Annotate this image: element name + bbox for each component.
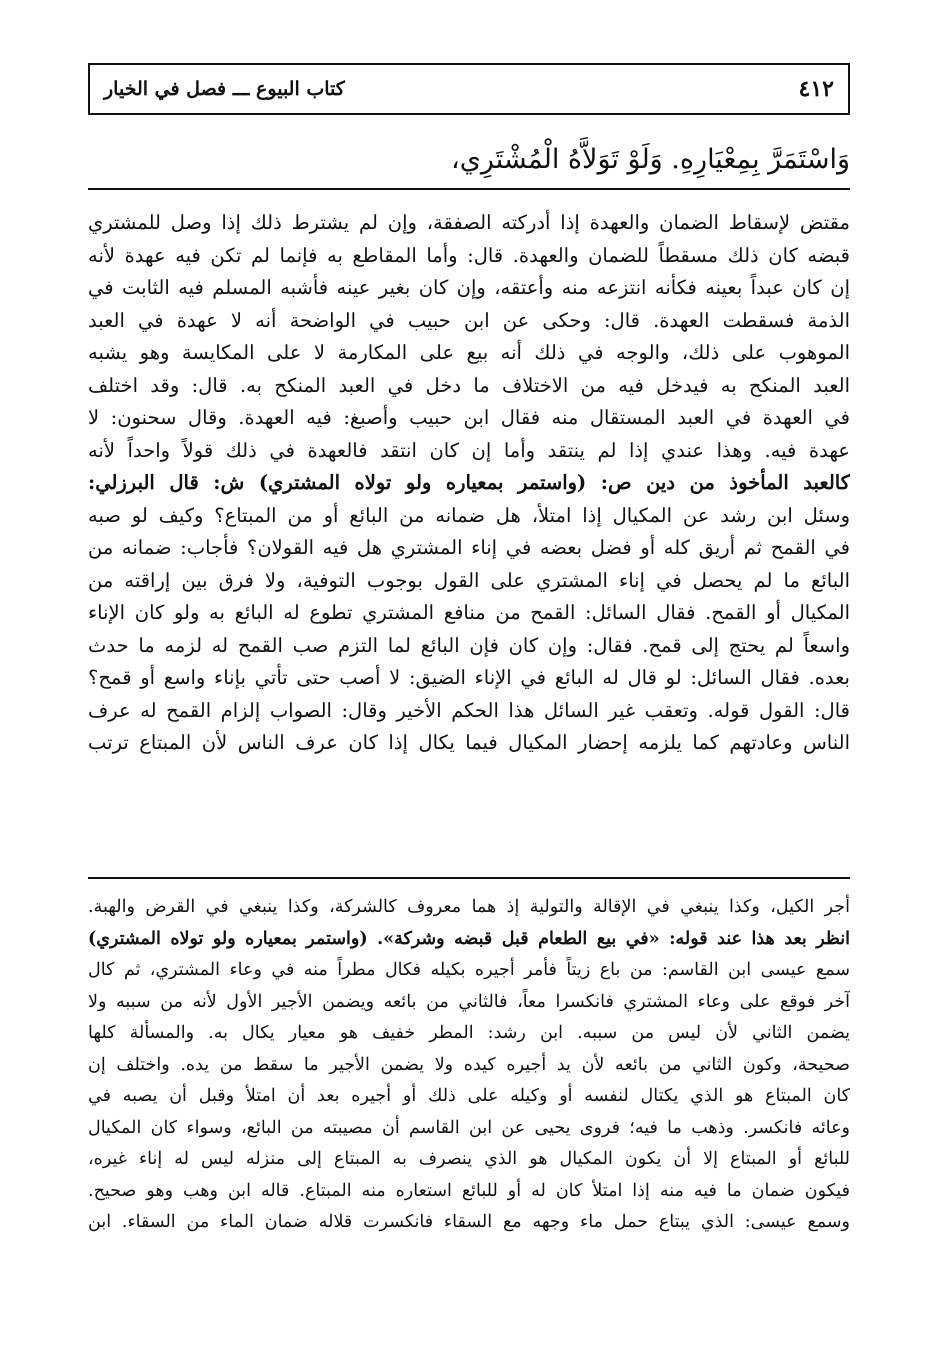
- matn-divider: [88, 188, 850, 190]
- page-header: [88, 63, 850, 115]
- commentary-line: العبد المنكح به فيدخل فيه من الاختلاف ما دخل في العبد المنكح به. قال: وقد اختلف: [88, 373, 850, 397]
- commentary-text: [88, 207, 850, 760]
- footnote-line: انظر بعد هذا عند قوله: «في بيع الطعام قبل قبضه وشركة». (واستمر بمعياره ولو تولاه المشتري): [88, 928, 850, 949]
- commentary-line: مقتض لإسقاط الضمان والعهدة إذا أدركته الصفقة، وإن لم يشترط ذلك إذا وصل للمشتري: [88, 211, 850, 234]
- commentary-line: في العهدة في العبد المستقال منه فقال ابن حبيب وأصبغ: فيه العهدة. وقال سحنون: لا: [88, 406, 850, 429]
- commentary-line: عهدة فيه. وهذا عندي إذا لم ينتقد وأما إن كان انتقد فالعهدة في ذلك قولاً واحداً لأنه: [88, 438, 850, 462]
- commentary-line: المكيال أو القمح. فقال السائل: القمح من منافع المشتري تطوع له البائع به ولو كان الإناء: [88, 601, 850, 624]
- footnote-line: وعائه فانكسر. وذهب ما فيه؛ فروى يحيى عن ابن القاسم أن مصيبته من البائع، وسواء كان المكيال: [88, 1117, 850, 1138]
- commentary-line: إن كان عبداً بعينه فكأنه انتزعه منه وأعتقه، وإن كان بغير عينه فأشبه المسلم فيه الثابت في: [88, 276, 850, 299]
- commentary-line: في القمح ثم أريق كله أو فضل بعضه في إناء المشتري هل فيه القولان؟ فأجاب: ضمانه من: [88, 536, 850, 559]
- footnote-line: أجر الكيل، وكذا ينبغي في الإقالة والتولية إذ هما معروف كالشركة، وكذا ينبغي في القرض والهبة.: [88, 897, 850, 917]
- commentary-line: الموهوب على ذلك، والوجه في ذلك أنه بيع على المكارمة لا على المكايسة وهو يشبه: [88, 341, 850, 364]
- commentary-line: قبضه كان ذلك مسقطاً للضمان والعهدة. قال: وأما المقاطع به فإنما لم تكن فيه عهدة لأنه: [88, 243, 850, 267]
- footnote-line: صحيحة، وكون الثاني من بائعه لأن يد أجيره كيده ولا يضمن الأجير ما سقط من يده. واختلف إن: [88, 1054, 850, 1075]
- footnote-line: كان المبتاع هو الذي يكتال لنفسه أو وكيله على ذلك أو أجيره بعد أن امتلأ وقبل أن يصبه في: [88, 1086, 850, 1106]
- footnote-line: للبائع أو المبتاع إلا أن يكون المكيال هو الذي ينصرف به المبتاع إلى منزله ليس له إناء غيره،: [88, 1149, 850, 1169]
- footnote-line: فيكون ضمان ما فيه منه إذا امتلأ كان له أو للبائع استعاره منه المبتاع. قاله ابن وهب وهو صحيح.: [88, 1180, 850, 1201]
- commentary-line: الذمة فسقطت العهدة. قال: وحكى عن ابن حبيب في الواضحة أنه لا عهدة في العبد: [88, 308, 850, 332]
- commentary-line: قال: القول قوله. وتعقب غير السائل هذا الحكم الأخير وقال: الصواب إلزام القمح له عرف: [88, 698, 850, 722]
- footnote-line: يضمن الثاني لأن ليس من سببه. ابن رشد: المطر خفيف هو معيار يكال به. والمسألة كلها: [88, 1023, 850, 1043]
- page-number: ٤١٢: [798, 76, 834, 102]
- commentary-line: البائع ما لم يحصل في إناء المشتري على القول بوجوب التوفية، ولا فرق بين إراقته من: [88, 568, 850, 592]
- commentary-line: واسعاً لم يحتج إلى قمح. فقال: وإن كان فإن البائع لما التزم صب القمح له لزمه ما حدث: [88, 633, 850, 657]
- footnote-line: آخر فوقع على وعاء المشتري فانكسرا معاً، فالثاني من بائعه ويضمن الأجير الأول لأنه من سببه ولا: [88, 991, 850, 1012]
- running-title: كتاب البيوع ـــ فصل في الخيار: [104, 78, 345, 100]
- footnote-divider: [88, 877, 850, 879]
- commentary-line: كالعبد المأخوذ من دين ص: (واستمر بمعياره ولو تولاه المشتري) ش: قال البرزلي:: [88, 471, 850, 494]
- main-text-matn: وَاسْتَمَرَّ بِمِعْيَارِهِ. وَلَوْ تَوَلاَّهُ الْمُشْتَرِي،: [451, 144, 850, 175]
- commentary-line: وسئل ابن رشد عن المكيال إذا امتلأ، هل ضمانه من البائع أو من المبتاع؟ وكيف لو صبه: [88, 503, 850, 527]
- footnote-text: [88, 892, 850, 1239]
- footnote-line: سمع عيسى ابن القاسم: من باع زيتاً فأمر أجيره بكيله فكال مطراً منه في وعاء المشتري، ثم كال: [88, 960, 850, 980]
- commentary-line: بعده. فقال السائل: لو قال له البائع في الإناء الضيق: لا أصب حتى تأتي بإناء واسع أو قمح؟: [88, 666, 850, 689]
- footnote-line: وسمع عيسى: الذي يبتاع حمل ماء وجهه مع السقاء فانكسرت قلاله ضمان الماء من السقاء. ابن: [88, 1212, 850, 1232]
- commentary-line: الناس وعادتهم كما يلزمه إحضار المكيال فيما يكال إذا كان عرف الناس لأن المبتاع ترتب: [88, 731, 850, 754]
